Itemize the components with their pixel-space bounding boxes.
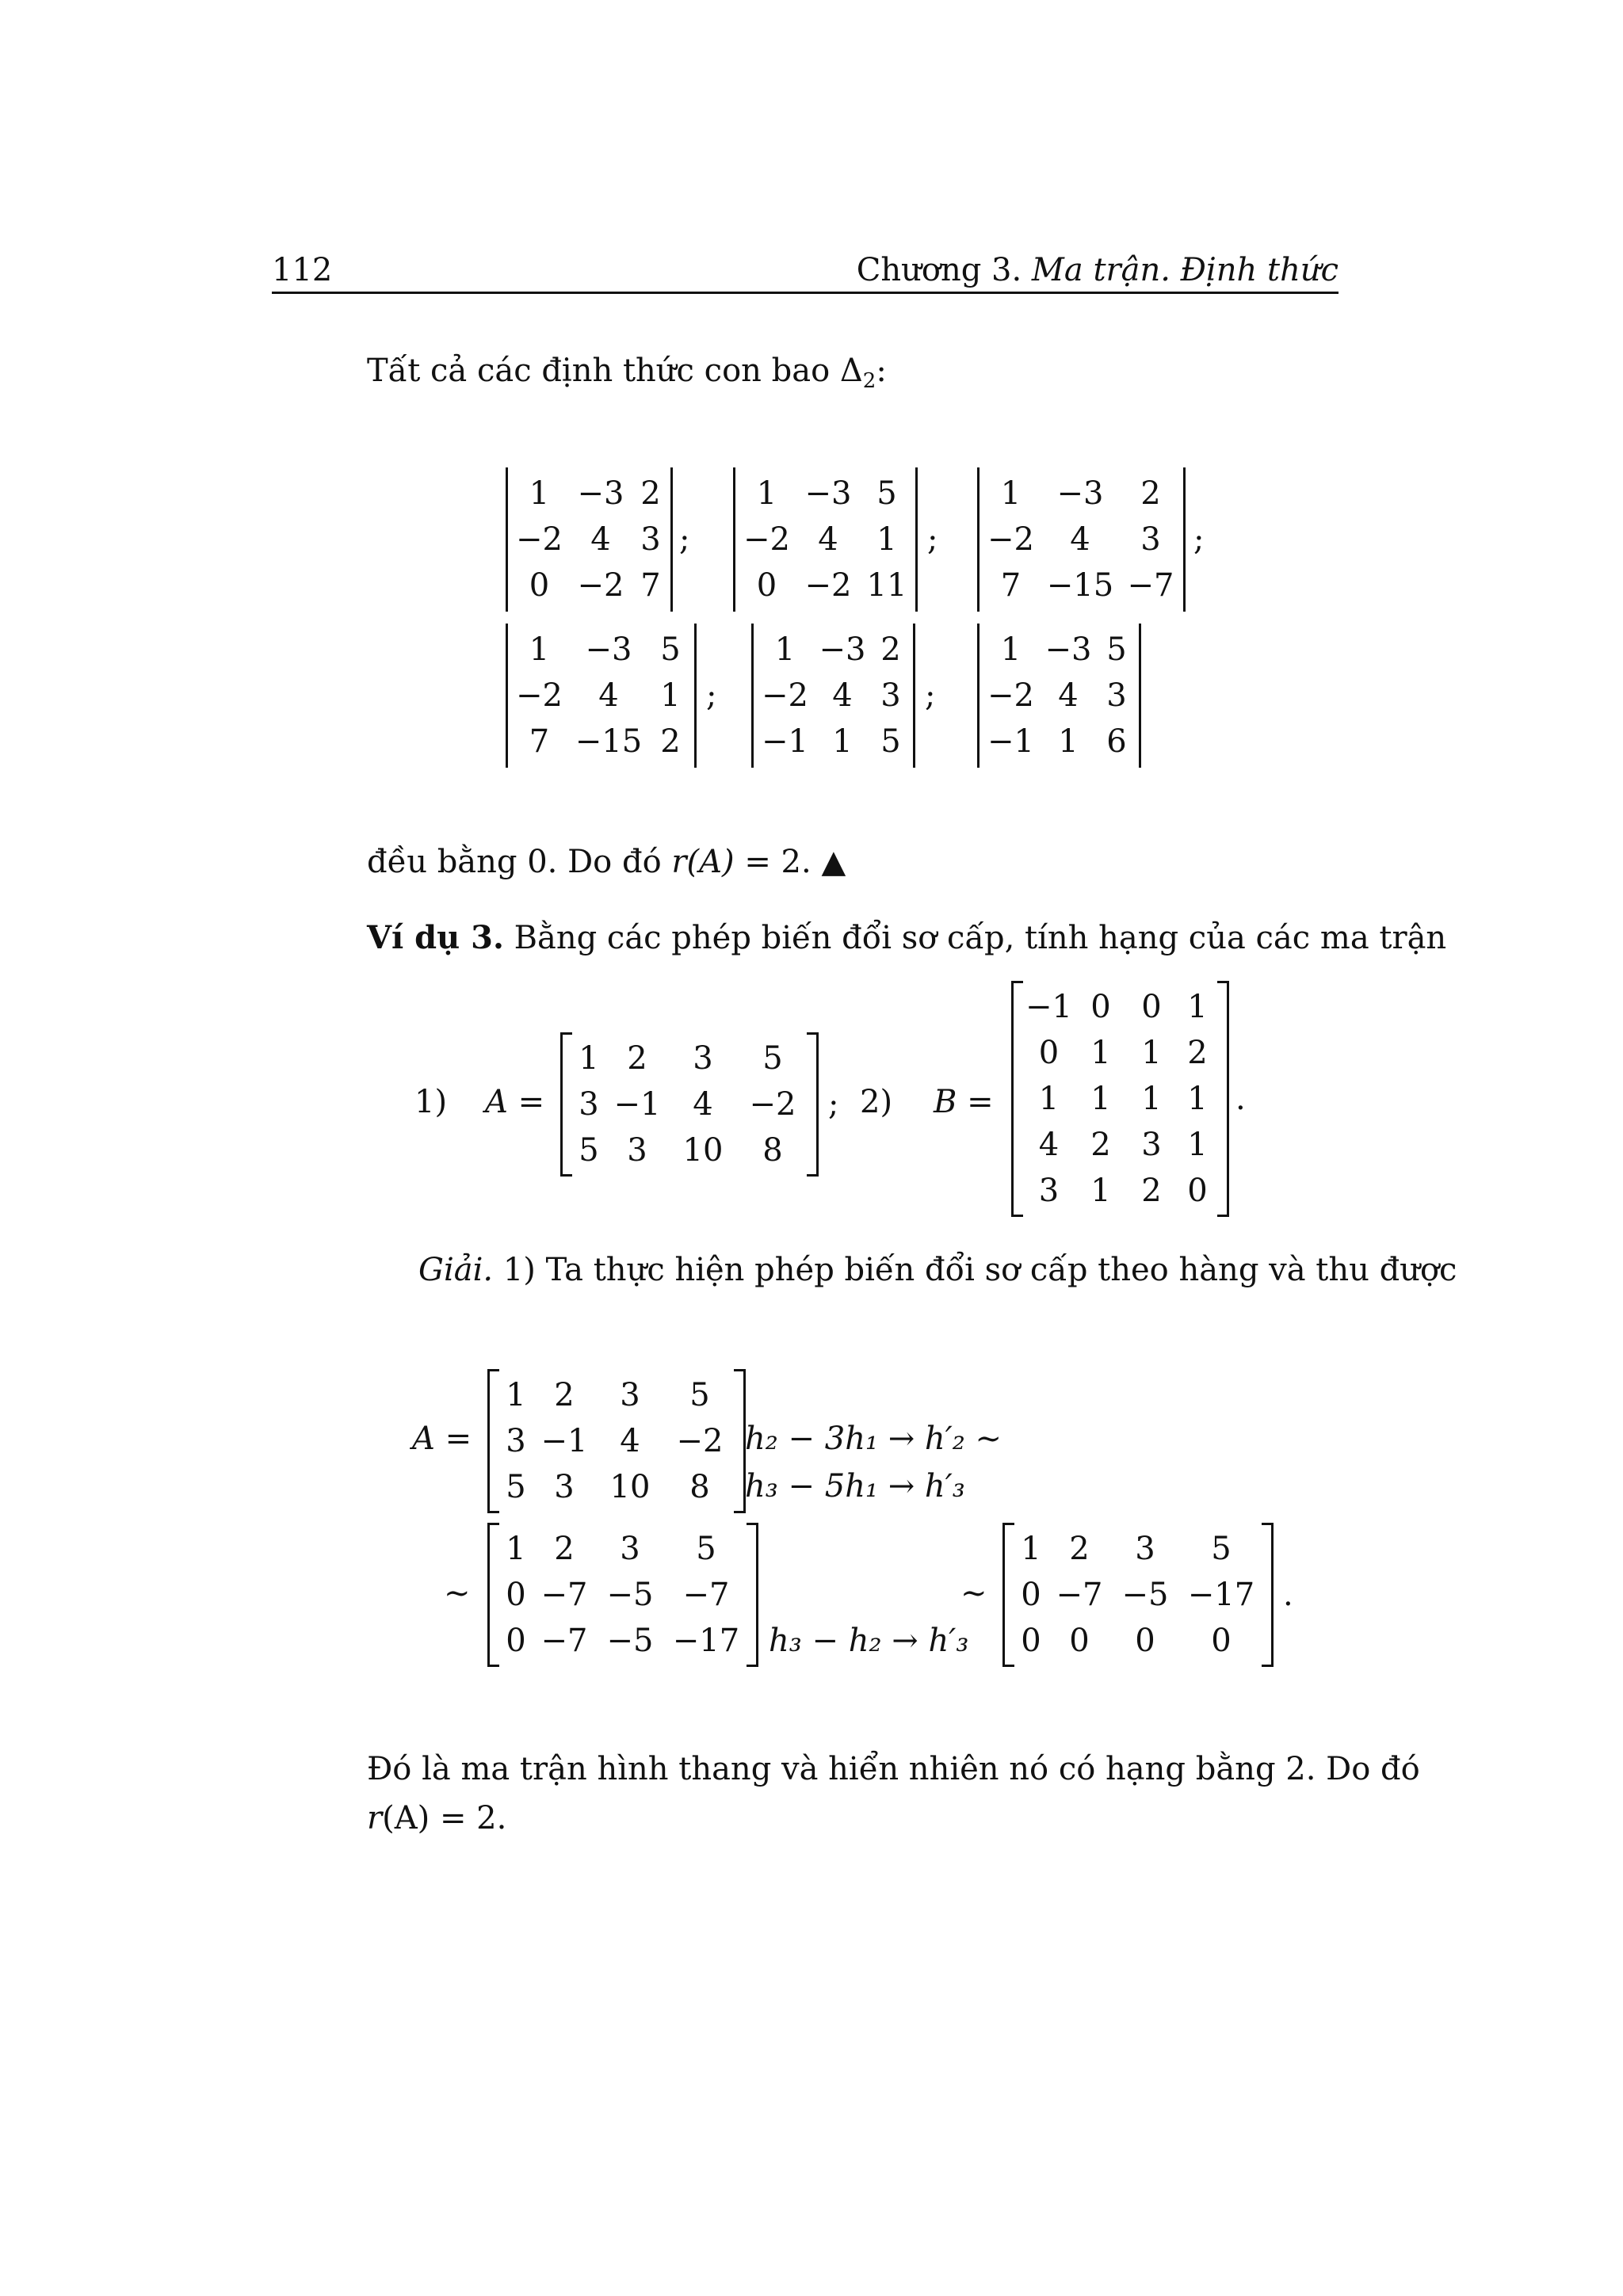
minor-1-table <box>513 471 666 608</box>
solution-text: 1) Ta thực hiện phép biến đổi sơ cấp theo hàng và thu được <box>493 1252 1457 1288</box>
example-statement <box>367 919 1446 956</box>
cell: 3 <box>693 1040 713 1077</box>
delta-subscript: 2 <box>862 369 876 393</box>
cell: 1 <box>1187 989 1208 1025</box>
cell: 8 <box>762 1132 783 1169</box>
cell: 5 <box>762 1040 783 1077</box>
cell: −5 <box>1121 1577 1169 1613</box>
cell: 4 <box>590 521 611 558</box>
cell: −2 <box>676 1423 724 1459</box>
row-operation-1: h₂ − 3h₁ → h′₂ ∼ <box>745 1421 1002 1457</box>
cell: 1 <box>529 631 550 668</box>
cell: 3 <box>506 1423 526 1459</box>
cell: 0 <box>1021 1577 1041 1613</box>
cell: 1 <box>832 723 853 760</box>
cell: 1 <box>1141 1035 1162 1071</box>
cell: 7 <box>640 567 661 604</box>
final-line-1: Đó là ma trận hình thang và hiển nhiên nó có hạng bằng 2. Do đó <box>367 1751 1420 1787</box>
cell: 3 <box>620 1531 640 1567</box>
period: . <box>1235 1081 1246 1117</box>
minor-6-table <box>984 627 1134 765</box>
equivalence-symbol: ∼ <box>444 1575 471 1611</box>
cell: −2 <box>577 567 624 604</box>
cell: −2 <box>762 677 808 714</box>
cell: 1 <box>579 1040 599 1077</box>
cell: −7 <box>540 1577 588 1613</box>
cell: −3 <box>1044 631 1092 668</box>
cell: 0 <box>1021 1623 1041 1659</box>
cell: 1 <box>660 677 681 714</box>
cell: 1 <box>1090 1035 1111 1071</box>
matrix-A-table <box>571 1035 808 1173</box>
cell: 3 <box>620 1377 640 1413</box>
separator: ; <box>924 677 936 714</box>
cell: 1 <box>1000 475 1022 512</box>
intro-colon: : <box>876 353 887 389</box>
period: . <box>1283 1577 1293 1613</box>
conclusion-sentence <box>367 844 846 880</box>
cell: 3 <box>640 521 661 558</box>
cell: 2 <box>640 475 661 512</box>
cell: 5 <box>880 723 901 760</box>
chapter-title: Ma trận. Định thức <box>1031 252 1338 288</box>
end-of-proof-icon: ▲ <box>821 844 846 880</box>
cell: 4 <box>1058 677 1079 714</box>
cell: 4 <box>818 521 838 558</box>
cell: 5 <box>660 631 681 668</box>
cell: 4 <box>1038 1127 1060 1163</box>
cell: 1 <box>1187 1081 1208 1117</box>
intro-text: Tất cả các định thức con bao <box>367 353 840 389</box>
cell: 0 <box>1038 1035 1060 1071</box>
cell: 0 <box>1069 1623 1090 1659</box>
minor-determinant-6 <box>977 624 1141 768</box>
cell: −17 <box>1187 1577 1255 1613</box>
cell: 4 <box>832 677 853 714</box>
cell: 1 <box>1058 723 1079 760</box>
cell: 3 <box>1038 1173 1060 1209</box>
conclusion-text: đều bằng 0. Do đó <box>367 844 672 880</box>
cell: −2 <box>516 521 563 558</box>
cell: −7 <box>1127 567 1174 604</box>
minor-determinant-5 <box>751 624 935 768</box>
cell: 2 <box>554 1531 575 1567</box>
final-value: (A) = 2. <box>382 1800 507 1836</box>
cell: 3 <box>1135 1531 1155 1567</box>
cell: 7 <box>1000 567 1022 604</box>
cell: 2 <box>1069 1531 1090 1567</box>
part-1-label: 1) <box>414 1084 448 1120</box>
matrix-B <box>1011 981 1246 1217</box>
steps-A-label: A = <box>412 1421 472 1457</box>
rank-symbol: r <box>367 1800 383 1836</box>
separator: ; <box>1193 521 1205 558</box>
cell: 1 <box>1021 1531 1041 1567</box>
cell: −1 <box>762 723 808 760</box>
cell: 3 <box>579 1086 599 1123</box>
cell: 4 <box>1070 521 1090 558</box>
cell: 7 <box>529 723 550 760</box>
delta-symbol: Δ <box>839 353 863 389</box>
cell: −2 <box>804 567 852 604</box>
cell: 0 <box>1141 989 1162 1025</box>
cell: −17 <box>672 1623 740 1659</box>
solution-intro <box>418 1252 1457 1288</box>
cell: 11 <box>866 567 907 604</box>
cell: 6 <box>1106 723 1127 760</box>
cell: 4 <box>620 1423 640 1459</box>
cell: 1 <box>1090 1173 1111 1209</box>
cell: 0 <box>506 1623 526 1659</box>
minor-determinant-2 <box>733 467 938 612</box>
header-rule <box>272 292 1338 294</box>
matrix-A-label: A = <box>485 1084 545 1120</box>
cell: −3 <box>804 475 852 512</box>
cell: −3 <box>577 475 624 512</box>
cell: 0 <box>506 1577 526 1613</box>
minor-determinant-1 <box>506 467 689 612</box>
cell: −5 <box>606 1623 654 1659</box>
cell: −1 <box>1025 989 1072 1025</box>
cell: 3 <box>880 677 901 714</box>
minor-2-table <box>740 471 911 608</box>
step-matrix-1-table <box>498 1526 747 1664</box>
cell: 1 <box>506 1531 526 1567</box>
separator: ; <box>705 677 717 714</box>
equivalence-symbol-2: ∼ <box>960 1575 987 1611</box>
cell: 2 <box>554 1377 575 1413</box>
cell: 0 <box>756 567 777 604</box>
cell: 5 <box>506 1469 526 1505</box>
example-label: Ví dụ 3. <box>367 919 504 956</box>
cell: 3 <box>1140 521 1161 558</box>
cell: −1 <box>540 1423 588 1459</box>
cell: 2 <box>1140 475 1161 512</box>
cell: 0 <box>1135 1623 1155 1659</box>
matrix-A <box>560 1032 838 1177</box>
cell: −15 <box>575 723 643 760</box>
minor-5-table <box>758 627 908 765</box>
cell: −7 <box>540 1623 588 1659</box>
cell: 2 <box>660 723 681 760</box>
chapter-number: Chương 3. <box>856 252 1022 288</box>
row-operation-3: h₃ − h₂ → h′₃ <box>769 1623 969 1659</box>
cell: 3 <box>1106 677 1127 714</box>
separator: ; <box>926 521 938 558</box>
final-line-2 <box>367 1800 506 1836</box>
row-operation-2: h₃ − 5h₁ → h′₃ <box>745 1468 965 1505</box>
cell: −2 <box>987 521 1034 558</box>
cell: 3 <box>554 1469 575 1505</box>
minor-3-table <box>984 471 1178 608</box>
step-matrix-0-table <box>498 1372 735 1510</box>
cell: 4 <box>598 677 619 714</box>
cell: 1 <box>1090 1081 1111 1117</box>
cell: 5 <box>696 1531 716 1567</box>
running-header <box>857 252 1338 288</box>
cell: 5 <box>689 1377 710 1413</box>
cell: −3 <box>1056 475 1104 512</box>
example-text: Bằng các phép biến đổi sơ cấp, tính hạng của các ma trận <box>503 920 1447 956</box>
step-matrix-0 <box>487 1369 746 1513</box>
cell: −5 <box>606 1577 654 1613</box>
cell: 10 <box>609 1469 651 1505</box>
solution-label: Giải. <box>418 1252 494 1288</box>
cell: 1 <box>756 475 777 512</box>
cell: 1 <box>1187 1127 1208 1163</box>
separator: ; <box>678 521 690 558</box>
cell: 8 <box>689 1469 710 1505</box>
cell: 2 <box>627 1040 647 1077</box>
cell: −1 <box>613 1086 661 1123</box>
cell: 5 <box>1211 1531 1232 1567</box>
cell: −7 <box>682 1577 730 1613</box>
rank-symbol: r <box>671 844 687 880</box>
step-matrix-2-table <box>1014 1526 1262 1664</box>
matrix-arg: (A) <box>686 844 735 880</box>
cell: −2 <box>749 1086 796 1123</box>
cell: 5 <box>876 475 897 512</box>
cell: 1 <box>1141 1081 1162 1117</box>
page-number: 112 <box>272 252 333 288</box>
cell: 2 <box>1090 1127 1111 1163</box>
cell: 5 <box>1106 631 1127 668</box>
minor-determinant-3 <box>977 467 1204 612</box>
cell: 1 <box>1038 1081 1060 1117</box>
intro-sentence <box>367 353 887 393</box>
cell: 3 <box>627 1132 647 1169</box>
cell: 2 <box>1187 1035 1208 1071</box>
cell: 2 <box>880 631 901 668</box>
cell: −3 <box>819 631 866 668</box>
separator: ; <box>828 1086 839 1123</box>
cell: 2 <box>1141 1173 1162 1209</box>
cell: −2 <box>987 677 1034 714</box>
cell: −7 <box>1056 1577 1103 1613</box>
cell: 1 <box>1000 631 1022 668</box>
cell: 0 <box>1211 1623 1232 1659</box>
cell: −2 <box>516 677 563 714</box>
matrix-B-label: B = <box>934 1084 994 1120</box>
step-matrix-2 <box>1002 1523 1293 1667</box>
matrix-B-table <box>1022 984 1218 1214</box>
step-matrix-1 <box>487 1523 758 1667</box>
conclusion-value: = 2. <box>734 844 822 880</box>
cell: 0 <box>1090 989 1111 1025</box>
minor-determinant-4 <box>506 624 716 768</box>
cell: 1 <box>876 521 897 558</box>
cell: 0 <box>529 567 550 604</box>
cell: −3 <box>585 631 632 668</box>
cell: −2 <box>743 521 790 558</box>
cell: 5 <box>579 1132 599 1169</box>
cell: 1 <box>529 475 550 512</box>
cell: 1 <box>774 631 796 668</box>
part-2-label: 2) <box>860 1084 893 1120</box>
cell: 4 <box>693 1086 713 1123</box>
cell: 10 <box>682 1132 724 1169</box>
cell: 3 <box>1141 1127 1162 1163</box>
cell: −15 <box>1046 567 1114 604</box>
minor-4-table <box>513 627 689 765</box>
cell: −1 <box>987 723 1034 760</box>
cell: 0 <box>1187 1173 1208 1209</box>
cell: 1 <box>506 1377 526 1413</box>
